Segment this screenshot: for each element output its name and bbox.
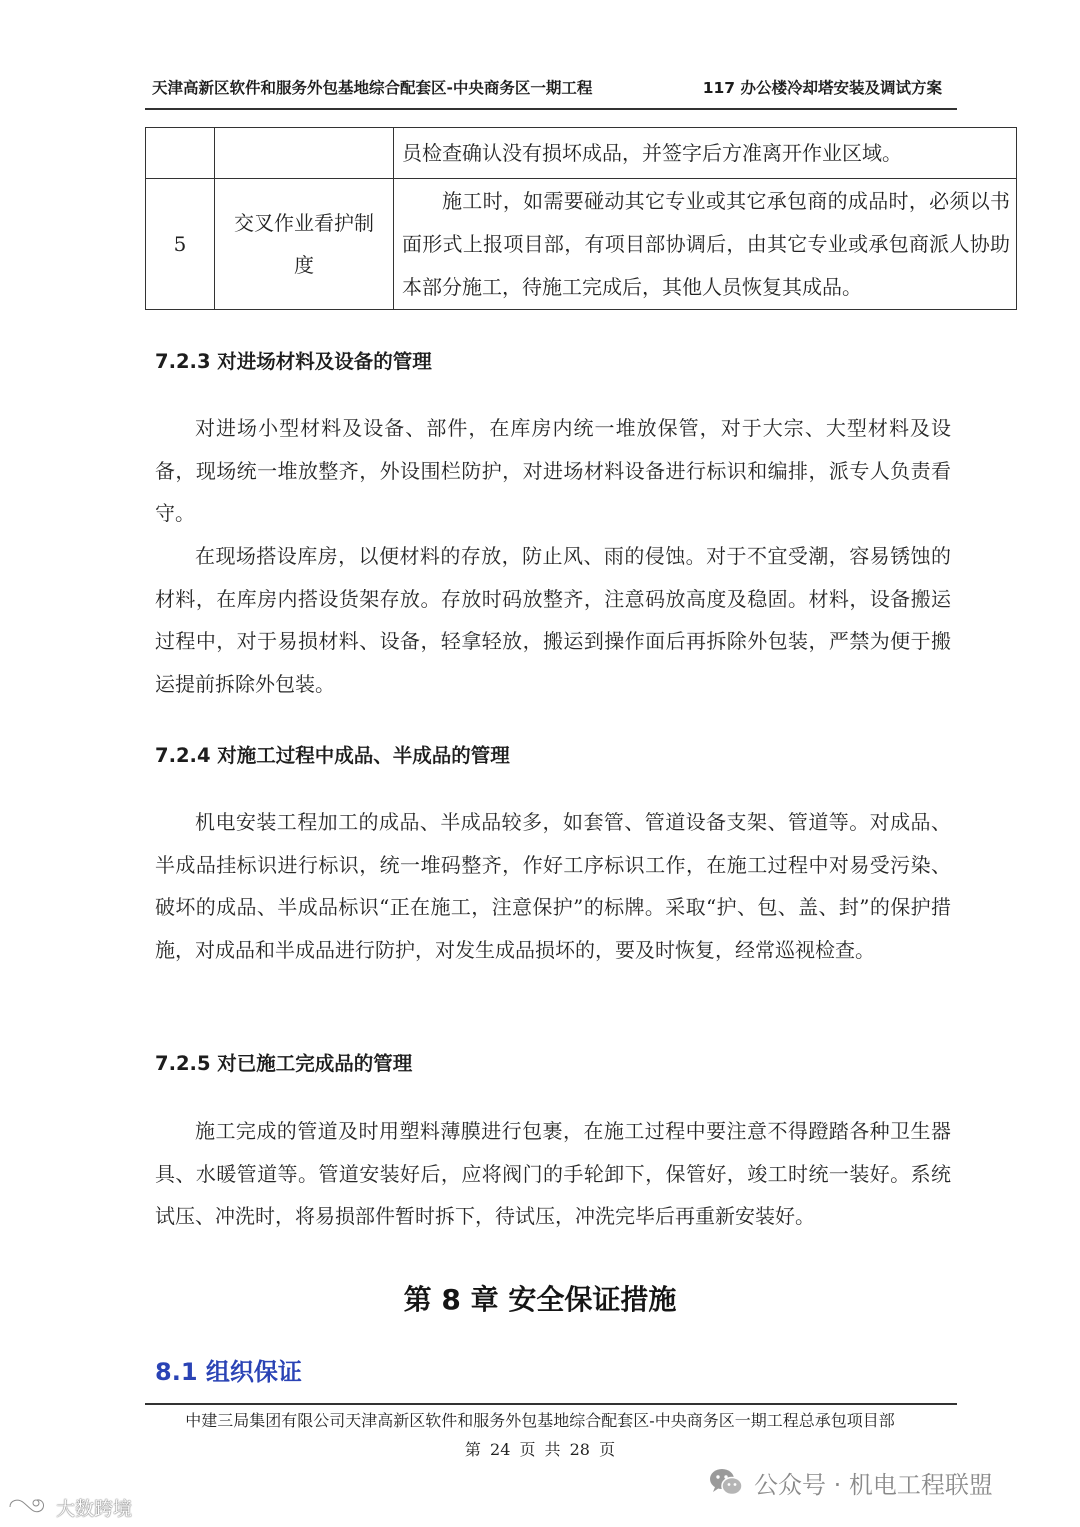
table-row	[146, 179, 1017, 310]
table-row	[146, 128, 1017, 179]
protection-measures-table	[145, 127, 1017, 310]
paragraph: 对进场小型材料及设备、部件，在库房内统一堆放保管，对于大宗、大型材料及设备，现场统一堆放整齐，外设围栏防护，对进场材料设备进行标识和编排，派专人负责看守。	[155, 416, 951, 525]
table-cell-content: 员检查确认没有损坏成品，并签字后方准离开作业区域。	[394, 128, 1017, 179]
section-heading-7-2-3: 7.2.3 对进场材料及设备的管理	[155, 350, 432, 373]
chapter-title: 第 8 章 安全保证措施	[403, 1283, 677, 1316]
table-cell-number	[146, 128, 215, 179]
brand-watermark	[6, 1492, 132, 1522]
wechat-account-name: 公众号 · 机电工程联盟	[754, 1470, 993, 1499]
paragraph: 施工完成的管道及时用塑料薄膜进行包裹，在施工过程中要注意不得蹬踏各种卫生器具、水暖管道等。管道安装好后，应将阀门的手轮卸下，保管好，竣工时统一装好。系统试压、冲洗时，将易损部件暂时拆下，待试压，冲洗完毕后再重新安装好。	[155, 1119, 951, 1228]
table-cell-name: 交叉作业看护制度	[215, 179, 394, 310]
brand-logo-icon	[6, 1495, 50, 1519]
paragraph: 机电安装工程加工的成品、半成品较多，如套管、管道设备支架、管道等。对成品、半成品挂标识进行标识，统一堆码整齐，作好工序标识工作，在施工过程中对易受污染、破坏的成品、半成品标识“正在施工，注意保护”的标牌。采取“护、包、盖、封”的保护措施，对成品和半成品进行防护，对发生成品损坏的，要及时恢复，经常巡视检查。	[155, 810, 951, 962]
header-divider	[145, 108, 957, 110]
section-heading-8-1: 8.1 组织保证	[155, 1358, 302, 1386]
section-heading-7-2-5: 7.2.5 对已施工完成品的管理	[155, 1052, 413, 1075]
footer-page-number: 第 24 页 共 28 页	[464, 1440, 616, 1459]
brand-watermark-text: 大数跨境	[56, 1497, 133, 1520]
table-cell-content: 施工时，如需要碰动其它专业或其它承包商的成品时，必须以书面形式上报项目部，有项目部协调后，由其它专业或承包商派人协助本部分施工，待施工完成后，其他人员恢复其成品。	[394, 179, 1017, 310]
paragraph: 在现场搭设库房，以便材料的存放，防止风、雨的侵蚀。对于不宜受潮，容易锈蚀的材料，在库房内搭设货架存放。存放时码放整齐，注意码放高度及稳固。材料，设备搬运过程中，对于易损材料、设备，轻拿轻放，搬运到操作面后再拆除外包装，严禁为便于搬运提前拆除外包装。	[155, 544, 951, 696]
footer-divider	[145, 1403, 957, 1405]
table-cell-name	[215, 128, 394, 179]
footer-company: 中建三局集团有限公司天津高新区软件和服务外包基地综合配套区-中央商务区一期工程总承包项目部	[185, 1411, 895, 1430]
wechat-watermark	[708, 1464, 993, 1500]
header-document-title: 117 办公楼冷却塔安装及调试方案	[702, 79, 942, 97]
header-project-title: 天津高新区软件和服务外包基地综合配套区-中央商务区一期工程	[152, 79, 593, 97]
table-cell-number: 5	[146, 179, 215, 310]
wechat-icon	[708, 1466, 744, 1498]
section-heading-7-2-4: 7.2.4 对施工过程中成品、半成品的管理	[155, 744, 510, 767]
